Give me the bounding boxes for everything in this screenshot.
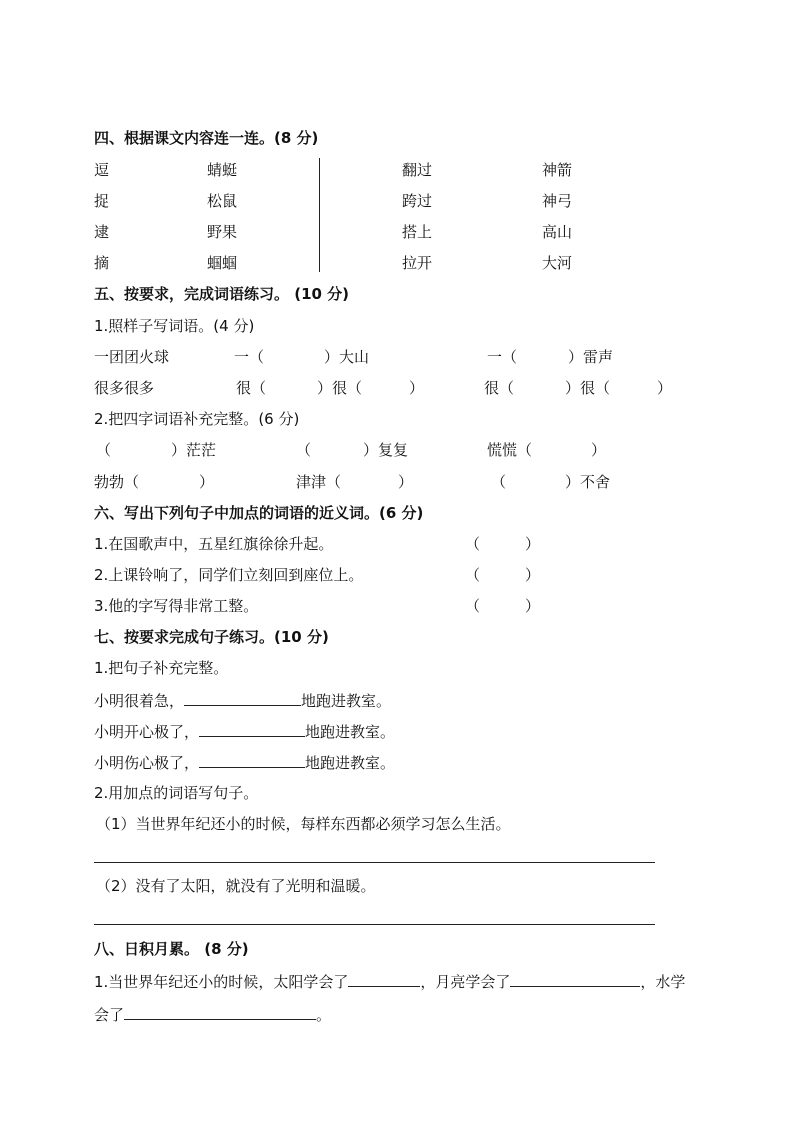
match-left-a-3: 逮: [94, 223, 110, 241]
synonym-sentence-2: 2.上课铃响了，同学们立刻回到座位上。: [94, 566, 364, 584]
blank-close: ）: [657, 379, 673, 397]
blank-open: 很（: [236, 379, 267, 397]
sentence-item-1: （1）当世界年纪还小的时候，每样东西都必须学习怎么生活。: [96, 815, 511, 833]
complete-sentence-2: [94, 723, 395, 740]
example-word: 一团团火球: [94, 348, 170, 366]
answer-blank[interactable]: [184, 692, 301, 706]
example-word: 很多很多: [94, 379, 155, 397]
s7-question-2: 2.用加点的词语写句子。: [94, 784, 259, 802]
fill-text: 1.当世界年纪还小的时候，太阳学会了: [94, 973, 349, 991]
blank-open: （: [296, 441, 312, 459]
sentence-item-2: （2）没有了太阳，就没有了光明和温暖。: [96, 877, 376, 895]
match-right-b-4: 大河: [542, 254, 573, 272]
answer-blank[interactable]: [510, 973, 640, 987]
match-left-a-1: 逗: [94, 161, 110, 179]
match-right-b-2: 神弓: [542, 192, 573, 210]
blank-mid: ）很（: [317, 379, 363, 397]
complete-sentence-1: [94, 692, 391, 709]
blank-close: ）不舍: [565, 473, 611, 491]
answer-blank[interactable]: [199, 723, 305, 737]
match-right-a-4: 拉开: [402, 254, 433, 272]
blank-open: 一（: [234, 348, 265, 366]
section-5-title: 五、按要求，完成词语练习。 (10 分): [94, 285, 350, 303]
match-right-b-3: 高山: [542, 223, 573, 241]
blank-open: 津津（: [296, 473, 342, 491]
match-right-a-2: 跨过: [402, 192, 433, 210]
blank-open: （: [491, 473, 507, 491]
blank-close: ）雷声: [568, 348, 614, 366]
match-left-b-2: 松鼠: [207, 192, 238, 210]
writing-line-2[interactable]: [94, 924, 655, 925]
fill-line-2: [94, 1006, 331, 1023]
blank-open: 勃勃（: [94, 473, 140, 491]
s7-question-1: 1.把句子补充完整。: [94, 659, 229, 677]
blank-close: ）大山: [324, 348, 370, 366]
column-divider: [319, 158, 320, 272]
fill-text: ，水学: [640, 973, 686, 991]
fill-text: 会了: [94, 1006, 125, 1024]
sentence-prefix: 小明很着急，: [94, 692, 185, 710]
paren-close: ）: [525, 535, 541, 553]
blank-open: （: [96, 441, 112, 459]
blank-close: ）: [591, 441, 607, 459]
match-right-a-3: 搭上: [402, 223, 433, 241]
sentence-prefix: 小明伤心极了，: [94, 754, 200, 772]
sentence-prefix: 小明开心极了，: [94, 723, 200, 741]
complete-sentence-3: [94, 754, 395, 771]
synonym-sentence-3: 3.他的字写得非常工整。: [94, 597, 259, 615]
fill-text: 。: [316, 1006, 332, 1024]
fill-text: ，月亮学会了: [420, 973, 511, 991]
paren-open: （: [465, 535, 481, 553]
match-right-b-1: 神箭: [542, 161, 573, 179]
paren-close: ）: [525, 566, 541, 584]
paren-open: （: [465, 566, 481, 584]
match-left-b-1: 蜻蜓: [207, 161, 238, 179]
answer-blank[interactable]: [348, 973, 420, 987]
blank-close: ）: [398, 473, 414, 491]
section-6-title: 六、写出下列句子中加点的词语的近义词。(6 分): [94, 504, 424, 522]
sentence-suffix: 地跑进教室。: [301, 692, 392, 710]
paren-close: ）: [525, 597, 541, 615]
blank-close: ）复复: [363, 441, 409, 459]
writing-line-1[interactable]: [94, 862, 655, 863]
blank-open: 一（: [487, 348, 518, 366]
synonym-sentence-1: 1.在国歌声中，五星红旗徐徐升起。: [94, 535, 334, 553]
match-left-a-4: 摘: [94, 254, 110, 272]
section-8-title: 八、日积月累。 (8 分): [94, 940, 249, 958]
answer-blank[interactable]: [124, 1006, 316, 1020]
blank-close: ）: [409, 379, 425, 397]
paren-open: （: [465, 597, 481, 615]
answer-blank[interactable]: [199, 754, 305, 768]
section-4-title: 四、根据课文内容连一连。(8 分): [94, 129, 319, 147]
blank-close: ）茫茫: [171, 441, 217, 459]
sentence-suffix: 地跑进教室。: [305, 754, 396, 772]
match-left-b-4: 蝈蝈: [207, 254, 238, 272]
blank-open: 很（: [484, 379, 515, 397]
fill-line-1: [94, 973, 685, 990]
blank-close: ）: [199, 473, 215, 491]
match-left-a-2: 捉: [94, 192, 110, 210]
match-left-b-3: 野果: [207, 223, 238, 241]
sentence-suffix: 地跑进教室。: [305, 723, 396, 741]
section-7-title: 七、按要求完成句子练习。(10 分): [94, 628, 329, 646]
blank-mid: ）很（: [565, 379, 611, 397]
s5-question-1: 1.照样子写词语。(4 分): [94, 317, 255, 335]
blank-open: 慌慌（: [487, 441, 533, 459]
s5-question-2: 2.把四字词语补充完整。(6 分): [94, 410, 300, 428]
match-right-a-1: 翻过: [402, 161, 433, 179]
